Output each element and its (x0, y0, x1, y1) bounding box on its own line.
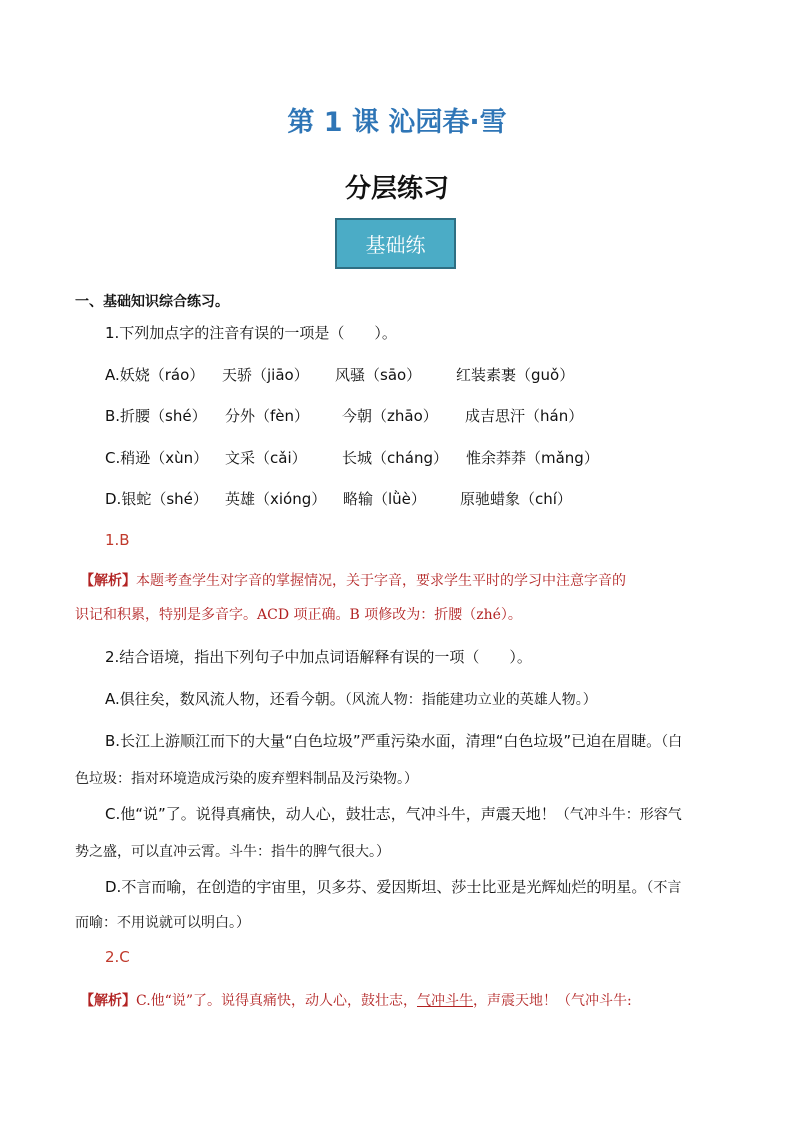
q1-option-b-4: 成吉思汗（hán） (465, 407, 584, 425)
q1-option-c-2: 文采（cǎi） (225, 449, 307, 467)
q2-option-d (105, 876, 681, 897)
page-title: 第 1 课 沁园春·雪 (287, 107, 507, 138)
q1-option-a-4: 红装素裹（guǒ） (456, 366, 575, 384)
q1-option-a-2: 天骄（jiāo） (222, 366, 309, 384)
q2-option-d-note-tail: 而喻：不用说就可以明白。） (75, 915, 250, 931)
q1-option-b-1: B.折腰（shé） (105, 407, 207, 425)
q1-option-c-4: 惟余莽莽（mǎng） (466, 449, 599, 467)
q2-analysis-text-post: ，声震天地！（气冲斗牛: (472, 993, 632, 1009)
level-badge: 基础练 (335, 218, 456, 269)
q2-option-b (105, 730, 682, 751)
q1-option-a-1: A.妖娆（ráo） (105, 366, 205, 384)
q2-option-c (105, 803, 682, 824)
q2-analysis-text-pre: C.他“说”了。说得真痛快，动人心，鼓壮志， (136, 993, 417, 1009)
page-subtitle: 分层练习 (344, 174, 449, 204)
q2-option-a (105, 688, 597, 709)
q2-option-a-note: （风流人物：指能建功立业的英雄人物。） (344, 692, 597, 708)
q2-option-b-text: B.长江上游顺江而下的大量“白色垃圾”严重污染水面，清理“白色垃圾”已迫在眉睫。 (105, 732, 662, 750)
q1-option-c-3: 长城（cháng） (342, 449, 448, 467)
q2-option-d-text: D.不言而喻，在创造的宇宙里，贝多芬、爱因斯坦、莎士比亚是光辉灿烂的明星。 (105, 878, 647, 896)
q1-option-b-3: 今朝（zhāo） (342, 407, 438, 425)
question-1-stem: 1.下列加点字的注音有误的一项是（ ）。 (105, 324, 397, 342)
q1-option-d-2: 英雄（xióng） (225, 490, 327, 508)
q2-answer: 2.C (105, 948, 130, 966)
q2-option-b-note-head: （白 (661, 734, 683, 750)
q1-analysis-line-1 (80, 570, 626, 590)
q1-analysis-text-1: 本题考查学生对字音的掌握情况，关于字音，要求学生平时的学习中注意字音的 (136, 573, 626, 589)
q2-analysis-line (80, 990, 632, 1010)
q1-option-d-3: 略输（lǜè） (343, 490, 426, 508)
q2-option-c-note-tail: 势之盛，可以直冲云霄。斗牛：指牛的脾气很大。） (75, 844, 390, 860)
q2-analysis-tag: 【解析】 (80, 993, 136, 1009)
q2-analysis-underlined: 气冲斗牛 (416, 993, 473, 1009)
q2-option-c-note-head: （气冲斗牛：形容气 (555, 807, 682, 823)
q1-analysis-line-2: 识记和积累，特别是多音字。ACD 项正确。B 项修改为：折腰（zhé）。 (75, 607, 522, 623)
q2-option-c-text: C.他“说”了。说得真痛快，动人心，鼓壮志，气冲斗牛，声震天地！ (105, 805, 556, 823)
q2-option-a-text: A.俱往矣，数风流人物，还看今朝。 (105, 690, 345, 708)
q1-option-c-1: C.稍逊（xùn） (105, 449, 209, 467)
q1-option-d-1: D.银蛇（shé） (105, 490, 208, 508)
q1-analysis-tag: 【解析】 (80, 573, 136, 589)
q1-option-d-4: 原驰蜡象（chí） (460, 490, 572, 508)
q1-answer: 1.B (105, 531, 130, 549)
q1-option-a-3: 风骚（sāo） (335, 366, 422, 384)
q2-option-d-note-head: （不言 (646, 880, 682, 896)
q1-option-b-2: 分外（fèn） (225, 407, 310, 425)
section-heading: 一、基础知识综合练习。 (75, 294, 229, 310)
question-2-stem: 2.结合语境，指出下列句子中加点词语解释有误的一项（ ）。 (105, 648, 532, 666)
q2-option-b-note-tail: 色垃圾：指对环境造成污染的废弃塑料制品及污染物。） (75, 771, 418, 787)
